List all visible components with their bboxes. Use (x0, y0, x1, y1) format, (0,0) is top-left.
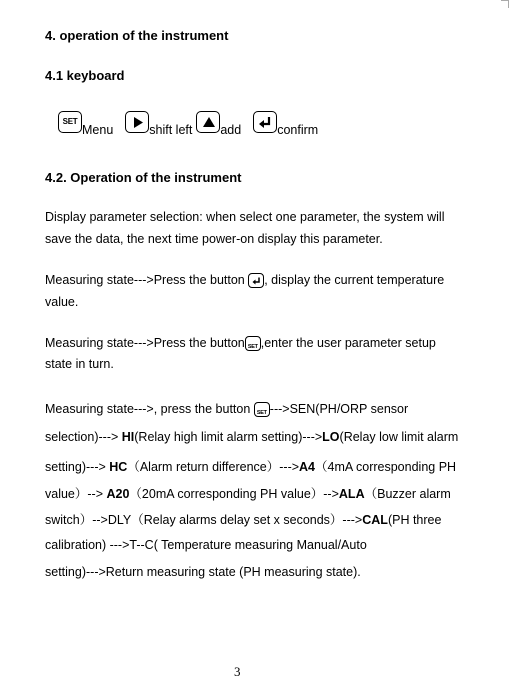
page-number: 3 (234, 664, 241, 679)
display-paragraph-line-2: save the data, the next time power-on display this parameter. (45, 232, 383, 246)
section-4-1-title: 4.1 keyboard (45, 68, 125, 83)
key-label-shift-left: shift left (149, 123, 193, 137)
menu-sequence-line-1: Measuring state--->, press the button SET --->SEN(PH/ORP sensor (45, 402, 409, 417)
display-paragraph-line-1: Display parameter selection: when select one parameter, the system will (45, 210, 445, 224)
menu-sequence-line-2: selection)---> HI(Relay high limit alarm setting)--->LO(Relay low limit alarm (45, 430, 459, 444)
menu-sequence-line-6: calibration) --->T--C( Temperature measuring Manual/Auto (45, 538, 367, 552)
setup-paragraph-line-2: state in turn. (45, 357, 114, 371)
key-label-add: add (220, 123, 242, 137)
menu-sequence-line-4: value）--> A20（20mA corresponding PH value）-->ALA（Buzzer alarm (45, 487, 451, 501)
key-label-confirm: confirm (277, 123, 319, 137)
set-key-icon: SET (254, 402, 270, 417)
setup-paragraph-line-1: Measuring state--->Press the button SET ,enter the user parameter setup (45, 336, 436, 351)
enter-key-icon (248, 273, 264, 288)
up-arrow-key-icon (196, 111, 220, 133)
right-arrow-key-icon (125, 111, 149, 133)
enter-key-icon (253, 111, 277, 133)
set-key-icon: SET (245, 336, 261, 351)
keyboard-legend (58, 111, 319, 137)
temperature-paragraph-line-1: Measuring state--->Press the button , display the current temperature (45, 273, 445, 287)
section-4-2-title: 4.2. Operation of the instrument (45, 170, 242, 185)
key-label-menu: Menu (82, 123, 114, 137)
corner-crop-mark (501, 0, 509, 8)
menu-sequence-line-5: switch）-->DLY（Relay alarms delay set x seconds）--->CAL(PH three (45, 513, 442, 527)
menu-sequence-line-7: setting)--->Return measuring state (PH measuring state). (45, 565, 361, 579)
menu-sequence-line-3: setting)---> HC（Alarm return difference）--->A4（4mA corresponding PH (45, 460, 457, 474)
temperature-paragraph-line-2: value. (45, 295, 79, 309)
set-key-icon: SET (58, 111, 82, 133)
section-4-title: 4. operation of the instrument (45, 28, 229, 43)
